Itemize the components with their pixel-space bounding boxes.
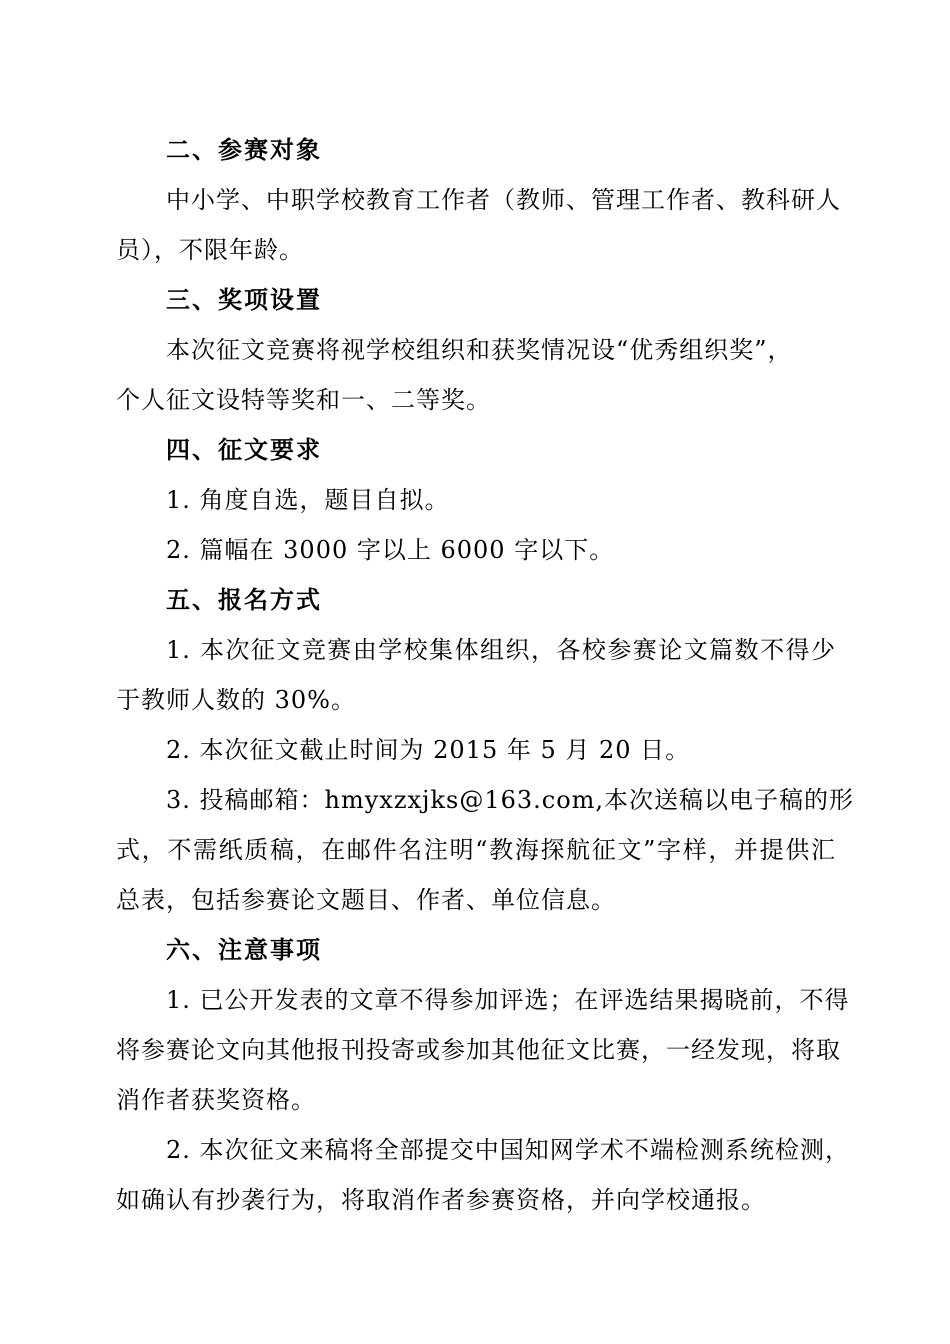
list-item: 2. 本次征文截止时间为 2015 年 5 月 20 日。	[166, 736, 691, 764]
paragraph-line: 式，不需纸质稿，在邮件名注明“教海探航征文”字样，并提供汇	[116, 836, 836, 864]
paragraph-line: 本次征文竞赛将视学校组织和获奖情况设“优秀组织奖”，	[166, 336, 793, 364]
section-heading-notes: 六、注意事项	[166, 935, 322, 964]
section-heading-requirements: 四、征文要求	[166, 435, 322, 464]
paragraph-line: 员），不限年龄。	[116, 236, 304, 264]
paragraph-line: 中小学、中职学校教育工作者（教师、管理工作者、教科研人	[166, 186, 841, 214]
paragraph-line: 总表，包括参赛论文题目、作者、单位信息。	[116, 886, 616, 914]
list-item: 2. 篇幅在 3000 字以上 6000 字以下。	[166, 536, 615, 564]
list-item: 1. 角度自选，题目自拟。	[166, 486, 450, 514]
section-heading-participants: 二、参赛对象	[166, 135, 322, 164]
list-item: 1. 本次征文竞赛由学校集体组织，各校参赛论文篇数不得少	[166, 636, 836, 664]
list-item: 3. 投稿邮箱：hmyxzxjks@163.com,本次送稿以电子稿的形	[166, 786, 855, 814]
section-heading-registration: 五、报名方式	[166, 585, 322, 614]
paragraph-line: 于教师人数的 30%。	[116, 686, 356, 714]
paragraph-line: 个人征文设特等奖和一、二等奖。	[116, 386, 491, 414]
section-heading-awards: 三、奖项设置	[166, 285, 322, 314]
paragraph-line: 消作者获奖资格。	[116, 1086, 316, 1114]
list-item: 1. 已公开发表的文章不得参加评选；在评选结果揭晓前，不得	[166, 986, 850, 1014]
list-item: 2. 本次征文来稿将全部提交中国知网学术不端检测系统检测，	[166, 1136, 850, 1164]
paragraph-line: 如确认有抄袭行为，将取消作者参赛资格，并向学校通报。	[116, 1186, 766, 1214]
paragraph-line: 将参赛论文向其他报刊投寄或参加其他征文比赛，一经发现，将取	[116, 1036, 841, 1064]
